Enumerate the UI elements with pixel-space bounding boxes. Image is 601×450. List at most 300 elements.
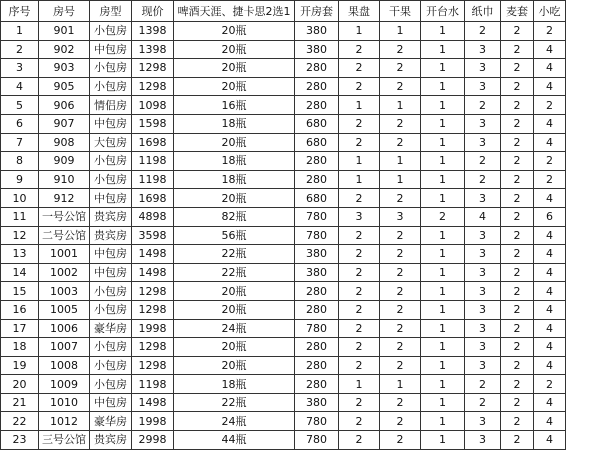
table-water-cell: 2 [421,207,465,226]
snack-cell: 2 [534,22,566,41]
header-row [1,1,566,22]
beer-cell: 16瓶 [174,96,295,115]
serial-cell: 3 [1,59,39,78]
tissue-cell: 3 [465,263,501,282]
room-number-cell: 1012 [39,412,90,431]
tissue-cell: 3 [465,245,501,264]
room-type-cell: 小包房 [90,152,132,171]
tissue-cell: 4 [465,207,501,226]
beer-cell: 20瓶 [174,40,295,59]
room-number-cell: 二号公馆 [39,226,90,245]
table-water-cell: 1 [421,319,465,338]
header-serial: 序号 [1,1,39,22]
mic-cover-cell: 2 [501,356,534,375]
dried-fruit-cell: 2 [380,59,421,78]
table-water-cell: 1 [421,59,465,78]
serial-cell: 21 [1,393,39,412]
mic-cover-cell: 2 [501,189,534,208]
beer-cell: 20瓶 [174,356,295,375]
dried-fruit-cell: 2 [380,40,421,59]
dried-fruit-cell: 2 [380,282,421,301]
table-water-cell: 1 [421,133,465,152]
room-number-cell: 1005 [39,300,90,319]
tissue-cell: 3 [465,77,501,96]
room-set-cell: 780 [295,431,339,450]
room-set-cell: 380 [295,263,339,282]
beer-cell: 24瓶 [174,412,295,431]
table-row [1,375,566,394]
header-beer: 啤酒天涯、捷卡思2选1 [174,1,295,22]
fruit-plate-cell: 1 [339,22,380,41]
mic-cover-cell: 2 [501,393,534,412]
mic-cover-cell: 2 [501,375,534,394]
price-cell: 1698 [132,133,174,152]
room-set-cell: 380 [295,22,339,41]
room-type-cell: 小包房 [90,22,132,41]
table-water-cell: 1 [421,77,465,96]
price-cell: 1198 [132,375,174,394]
mic-cover-cell: 2 [501,245,534,264]
serial-cell: 2 [1,40,39,59]
price-cell: 1498 [132,263,174,282]
snack-cell: 2 [534,170,566,189]
table-water-cell: 1 [421,40,465,59]
tissue-cell: 3 [465,412,501,431]
beer-cell: 24瓶 [174,319,295,338]
tissue-cell: 3 [465,133,501,152]
table-row [1,300,566,319]
serial-cell: 8 [1,152,39,171]
dried-fruit-cell: 1 [380,375,421,394]
price-cell: 1298 [132,77,174,96]
room-type-cell: 贵宾房 [90,431,132,450]
room-type-cell: 中包房 [90,114,132,133]
mic-cover-cell: 2 [501,226,534,245]
mic-cover-cell: 2 [501,40,534,59]
tissue-cell: 2 [465,22,501,41]
dried-fruit-cell: 2 [380,412,421,431]
room-type-cell: 中包房 [90,393,132,412]
room-type-cell: 小包房 [90,300,132,319]
table-water-cell: 1 [421,263,465,282]
fruit-plate-cell: 2 [339,300,380,319]
mic-cover-cell: 2 [501,412,534,431]
room-number-cell: 901 [39,22,90,41]
snack-cell: 4 [534,59,566,78]
fruit-plate-cell: 2 [339,114,380,133]
price-cell: 2998 [132,431,174,450]
room-number-cell: 910 [39,170,90,189]
snack-cell: 4 [534,412,566,431]
table-row [1,282,566,301]
header-price: 现价 [132,1,174,22]
price-cell: 1098 [132,96,174,115]
mic-cover-cell: 2 [501,319,534,338]
fruit-plate-cell: 2 [339,59,380,78]
room-number-cell: 1009 [39,375,90,394]
table-row [1,412,566,431]
dried-fruit-cell: 2 [380,77,421,96]
mic-cover-cell: 2 [501,77,534,96]
room-type-cell: 情侣房 [90,96,132,115]
mic-cover-cell: 2 [501,96,534,115]
table-row [1,96,566,115]
room-type-cell: 小包房 [90,59,132,78]
snack-cell: 4 [534,40,566,59]
price-cell: 1298 [132,356,174,375]
serial-cell: 5 [1,96,39,115]
beer-cell: 20瓶 [174,338,295,357]
room-set-cell: 780 [295,412,339,431]
table-water-cell: 1 [421,152,465,171]
serial-cell: 18 [1,338,39,357]
fruit-plate-cell: 1 [339,152,380,171]
fruit-plate-cell: 2 [339,40,380,59]
dried-fruit-cell: 2 [380,133,421,152]
mic-cover-cell: 2 [501,300,534,319]
tissue-cell: 2 [465,375,501,394]
header-room-set: 开房套 [295,1,339,22]
room-type-cell: 贵宾房 [90,207,132,226]
fruit-plate-cell: 1 [339,375,380,394]
table-row [1,263,566,282]
tissue-cell: 2 [465,170,501,189]
dried-fruit-cell: 1 [380,152,421,171]
room-number-cell: 三号公馆 [39,431,90,450]
fruit-plate-cell: 2 [339,245,380,264]
snack-cell: 4 [534,338,566,357]
table-row [1,114,566,133]
serial-cell: 14 [1,263,39,282]
serial-cell: 4 [1,77,39,96]
room-number-cell: 1002 [39,263,90,282]
serial-cell: 17 [1,319,39,338]
price-cell: 1498 [132,245,174,264]
room-set-cell: 280 [295,338,339,357]
header-table-water: 开台水 [421,1,465,22]
beer-cell: 56瓶 [174,226,295,245]
room-set-cell: 380 [295,393,339,412]
dried-fruit-cell: 2 [380,263,421,282]
mic-cover-cell: 2 [501,170,534,189]
beer-cell: 82瓶 [174,207,295,226]
room-number-cell: 1006 [39,319,90,338]
room-type-cell: 贵宾房 [90,226,132,245]
room-number-cell: 一号公馆 [39,207,90,226]
serial-cell: 16 [1,300,39,319]
fruit-plate-cell: 2 [339,393,380,412]
price-cell: 1298 [132,300,174,319]
tissue-cell: 3 [465,189,501,208]
table-row [1,226,566,245]
mic-cover-cell: 2 [501,152,534,171]
snack-cell: 4 [534,319,566,338]
price-cell: 1198 [132,170,174,189]
serial-cell: 10 [1,189,39,208]
room-set-cell: 280 [295,152,339,171]
room-set-cell: 680 [295,189,339,208]
dried-fruit-cell: 2 [380,393,421,412]
dried-fruit-cell: 2 [380,300,421,319]
room-number-cell: 1008 [39,356,90,375]
mic-cover-cell: 2 [501,114,534,133]
room-type-cell: 中包房 [90,40,132,59]
room-type-cell: 小包房 [90,77,132,96]
mic-cover-cell: 2 [501,431,534,450]
dried-fruit-cell: 2 [380,226,421,245]
room-type-cell: 中包房 [90,263,132,282]
room-set-cell: 780 [295,226,339,245]
room-number-cell: 909 [39,152,90,171]
snack-cell: 4 [534,77,566,96]
beer-cell: 20瓶 [174,22,295,41]
snack-cell: 4 [534,300,566,319]
room-set-cell: 680 [295,133,339,152]
table-water-cell: 1 [421,114,465,133]
price-cell: 1298 [132,282,174,301]
tissue-cell: 3 [465,431,501,450]
dried-fruit-cell: 2 [380,245,421,264]
mic-cover-cell: 2 [501,22,534,41]
beer-cell: 18瓶 [174,152,295,171]
table-row [1,170,566,189]
header-dried-fruit: 干果 [380,1,421,22]
room-type-cell: 小包房 [90,170,132,189]
table-water-cell: 1 [421,282,465,301]
dried-fruit-cell: 2 [380,189,421,208]
room-number-cell: 912 [39,189,90,208]
table-body [1,22,566,450]
serial-cell: 19 [1,356,39,375]
snack-cell: 4 [534,393,566,412]
dried-fruit-cell: 1 [380,170,421,189]
fruit-plate-cell: 2 [339,189,380,208]
room-type-cell: 豪华房 [90,319,132,338]
room-number-cell: 1010 [39,393,90,412]
table-water-cell: 1 [421,356,465,375]
tissue-cell: 3 [465,114,501,133]
table-water-cell: 1 [421,431,465,450]
serial-cell: 13 [1,245,39,264]
mic-cover-cell: 2 [501,263,534,282]
serial-cell: 15 [1,282,39,301]
tissue-cell: 3 [465,338,501,357]
room-set-cell: 380 [295,40,339,59]
price-cell: 1998 [132,412,174,431]
mic-cover-cell: 2 [501,133,534,152]
room-set-cell: 280 [295,96,339,115]
snack-cell: 4 [534,431,566,450]
beer-cell: 18瓶 [174,170,295,189]
serial-cell: 7 [1,133,39,152]
room-set-cell: 380 [295,245,339,264]
room-type-cell: 小包房 [90,338,132,357]
fruit-plate-cell: 2 [339,431,380,450]
dried-fruit-cell: 2 [380,431,421,450]
beer-cell: 20瓶 [174,300,295,319]
price-cell: 1498 [132,393,174,412]
header-snack: 小吃 [534,1,566,22]
snack-cell: 4 [534,282,566,301]
dried-fruit-cell: 2 [380,319,421,338]
room-set-cell: 280 [295,282,339,301]
table-water-cell: 1 [421,375,465,394]
table-water-cell: 1 [421,412,465,431]
price-cell: 1998 [132,319,174,338]
room-number-cell: 902 [39,40,90,59]
tissue-cell: 2 [465,96,501,115]
room-set-cell: 280 [295,300,339,319]
room-set-cell: 780 [295,319,339,338]
header-mic-cover: 麦套 [501,1,534,22]
tissue-cell: 3 [465,40,501,59]
snack-cell: 6 [534,207,566,226]
table-water-cell: 1 [421,226,465,245]
beer-cell: 20瓶 [174,282,295,301]
room-set-cell: 280 [295,59,339,78]
table-row [1,152,566,171]
room-number-cell: 905 [39,77,90,96]
fruit-plate-cell: 2 [339,412,380,431]
beer-cell: 20瓶 [174,189,295,208]
room-type-cell: 小包房 [90,375,132,394]
room-type-cell: 豪华房 [90,412,132,431]
fruit-plate-cell: 2 [339,133,380,152]
price-cell: 1598 [132,114,174,133]
serial-cell: 1 [1,22,39,41]
serial-cell: 20 [1,375,39,394]
price-cell: 1698 [132,189,174,208]
tissue-cell: 3 [465,356,501,375]
mic-cover-cell: 2 [501,59,534,78]
price-cell: 1398 [132,40,174,59]
fruit-plate-cell: 2 [339,263,380,282]
serial-cell: 23 [1,431,39,450]
table-water-cell: 1 [421,338,465,357]
room-set-cell: 780 [295,207,339,226]
room-number-cell: 1007 [39,338,90,357]
tissue-cell: 2 [465,152,501,171]
room-set-cell: 280 [295,356,339,375]
fruit-plate-cell: 1 [339,170,380,189]
room-number-cell: 907 [39,114,90,133]
fruit-plate-cell: 3 [339,207,380,226]
room-number-cell: 1001 [39,245,90,264]
room-number-cell: 906 [39,96,90,115]
mic-cover-cell: 2 [501,338,534,357]
price-cell: 1398 [132,22,174,41]
dried-fruit-cell: 2 [380,114,421,133]
table-row [1,338,566,357]
fruit-plate-cell: 2 [339,319,380,338]
table-row [1,393,566,412]
table-row [1,59,566,78]
table-row [1,245,566,264]
beer-cell: 20瓶 [174,77,295,96]
serial-cell: 9 [1,170,39,189]
mic-cover-cell: 2 [501,207,534,226]
snack-cell: 4 [534,114,566,133]
serial-cell: 6 [1,114,39,133]
beer-cell: 18瓶 [174,114,295,133]
serial-cell: 11 [1,207,39,226]
beer-cell: 20瓶 [174,59,295,78]
price-cell: 3598 [132,226,174,245]
room-set-cell: 280 [295,375,339,394]
table-row [1,22,566,41]
table-water-cell: 1 [421,393,465,412]
fruit-plate-cell: 2 [339,338,380,357]
serial-cell: 22 [1,412,39,431]
dried-fruit-cell: 3 [380,207,421,226]
room-type-cell: 中包房 [90,189,132,208]
dried-fruit-cell: 2 [380,338,421,357]
price-cell: 1298 [132,338,174,357]
table-row [1,207,566,226]
table-row [1,356,566,375]
snack-cell: 4 [534,356,566,375]
table-water-cell: 1 [421,300,465,319]
room-number-cell: 1003 [39,282,90,301]
tissue-cell: 3 [465,226,501,245]
beer-cell: 18瓶 [174,375,295,394]
fruit-plate-cell: 2 [339,282,380,301]
dried-fruit-cell: 1 [380,22,421,41]
room-number-cell: 908 [39,133,90,152]
snack-cell: 2 [534,375,566,394]
table-row [1,431,566,450]
fruit-plate-cell: 2 [339,77,380,96]
beer-cell: 22瓶 [174,263,295,282]
fruit-plate-cell: 2 [339,226,380,245]
fruit-plate-cell: 2 [339,356,380,375]
table-water-cell: 1 [421,96,465,115]
price-cell: 1298 [132,59,174,78]
header-room-type: 房型 [90,1,132,22]
table-row [1,189,566,208]
room-type-cell: 中包房 [90,245,132,264]
tissue-cell: 3 [465,319,501,338]
tissue-cell: 3 [465,300,501,319]
price-cell: 4898 [132,207,174,226]
price-cell: 1198 [132,152,174,171]
snack-cell: 4 [534,245,566,264]
table-water-cell: 1 [421,189,465,208]
tissue-cell: 3 [465,282,501,301]
table-row [1,40,566,59]
snack-cell: 4 [534,226,566,245]
table-water-cell: 1 [421,22,465,41]
header-fruit-plate: 果盘 [339,1,380,22]
serial-cell: 12 [1,226,39,245]
mic-cover-cell: 2 [501,282,534,301]
snack-cell: 4 [534,263,566,282]
room-type-cell: 小包房 [90,282,132,301]
table-water-cell: 1 [421,245,465,264]
tissue-cell: 3 [465,59,501,78]
beer-cell: 44瓶 [174,431,295,450]
dried-fruit-cell: 2 [380,356,421,375]
beer-cell: 22瓶 [174,393,295,412]
snack-cell: 4 [534,189,566,208]
snack-cell: 2 [534,96,566,115]
room-number-cell: 903 [39,59,90,78]
room-set-cell: 680 [295,114,339,133]
room-type-cell: 小包房 [90,356,132,375]
room-set-cell: 280 [295,77,339,96]
table-row [1,319,566,338]
tissue-cell: 2 [465,393,501,412]
